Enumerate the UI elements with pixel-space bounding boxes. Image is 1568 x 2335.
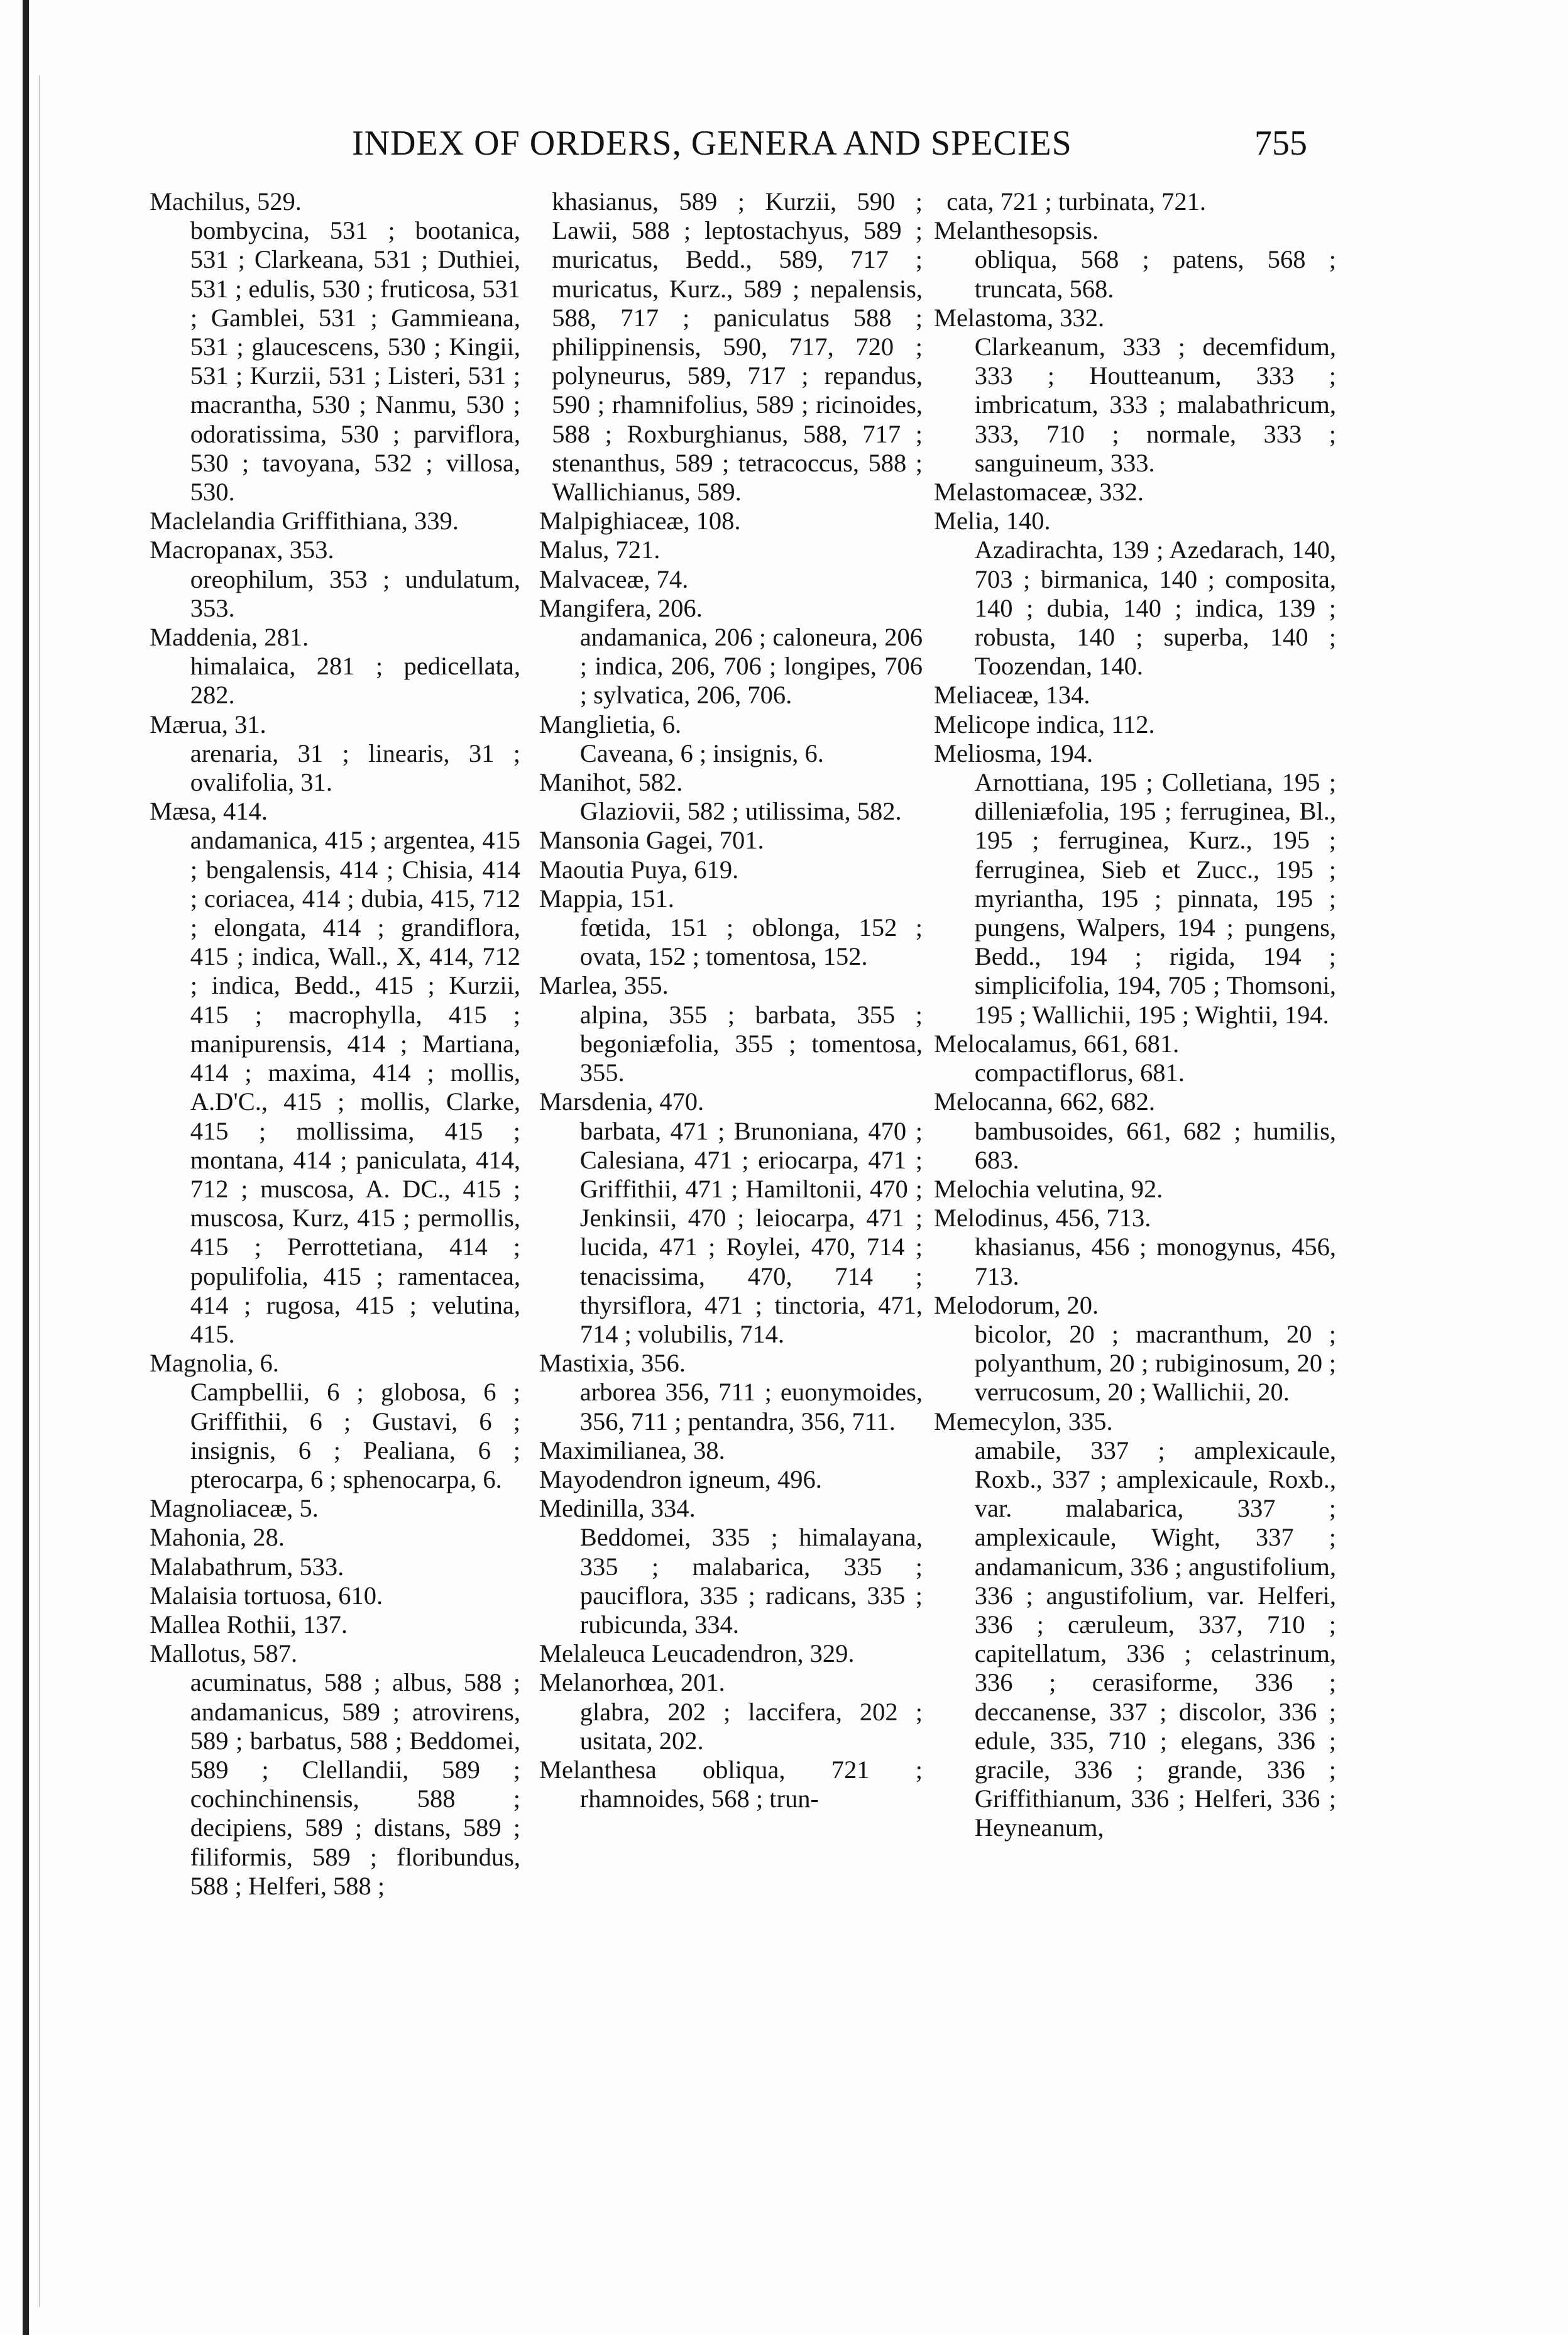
scan-shadow-line [39,75,40,2307]
page-number: 755 [1254,124,1307,163]
entry-heading: cata, 721 ; turbinata, 721. [946,187,1207,216]
entry-heading: Maoutia Puya, 619. [539,855,739,884]
index-entry [539,768,923,826]
index-entry [934,1204,1336,1291]
entry-heading: Melocalamus, 661, 681. [934,1029,1180,1058]
index-entry [150,710,520,798]
index-entry [150,1552,520,1581]
entry-heading: Malus, 721. [539,536,661,564]
index-entry [539,1668,923,1755]
entry-heading: Malabathrum, 533. [150,1552,344,1581]
index-entry [539,187,923,507]
entry-subentries: bicolor, 20 ; macranthum, 20 ; polyanthum, 20 ; rubiginosum, 20 ; verrucosum, 20 ; Wallichii, 20. [974,1319,1336,1407]
index-column-1 [150,187,520,2280]
index-entry [539,971,923,1087]
entry-subentries: oreophilum, 353 ; undulatum, 353. [190,564,520,622]
entry-subentries: arenaria, 31 ; linearis, 31 ; ovalifolia, 31. [190,739,520,797]
entry-subentries: alpina, 355 ; barbata, 355 ; begoniæfolia, 355 ; tomentosa, 355. [579,1000,923,1087]
entry-heading: Maddenia, 281. [150,623,309,652]
index-entry [934,739,1336,1030]
entry-subentries: andamanica, 206 ; caloneura, 206 ; indica, 206, 706 ; longipes, 706 ; sylvatica, 206, 706. [579,623,923,710]
index-entry [539,710,923,768]
index-column-2 [539,187,923,2280]
entry-heading: Mansonia Gagei, 701. [539,826,764,855]
entry-heading: Melia, 140. [934,507,1051,536]
entry-heading: Melaleuca Leucadendron, 329. [539,1639,855,1668]
entry-heading: Magnoliaceæ, 5. [150,1494,319,1523]
index-entry [150,507,520,536]
entry-heading: Meliaceæ, 134. [934,681,1090,710]
entry-subentries: Arnottiana, 195 ; Colletiana, 195 ; dilleniæfolia, 195 ; ferruginea, Bl., 195 ; ferruginea, Kurz., 195 ; ferruginea, Sieb et Zucc., 195 ; myriantha, 195 ; pinnata, 195 ; pungens, Walpers, 194 ; pungens, Bedd., 194 ; rigida, 194 ; simplicifolia, 194, 705 ; Thomsoni, 195 ; Wallichii, 195 ; Wightii, 194. [974,768,1336,1029]
entry-heading: Mallea Rothii, 137. [150,1610,348,1639]
index-entry [539,826,923,855]
entry-heading: Melastoma, 332. [934,303,1105,332]
index-entry [150,1349,520,1494]
page-header [145,123,1307,167]
entry-subentries: himalaica, 281 ; pedicellata, 282. [190,652,520,710]
index-entry [539,536,923,564]
index-entry [934,1030,1336,1087]
index-entry [539,1494,923,1639]
entry-heading: Magnolia, 6. [150,1349,279,1378]
index-entry [539,1349,923,1436]
index-entry [539,565,923,594]
entry-heading: Maximilianea, 38. [539,1436,725,1464]
index-entry [934,1175,1336,1204]
index-entry [539,507,923,536]
entry-heading: Melanthesa obliqua, 721 ; rhamnoides, 568 ; trun- [539,1755,923,1813]
index-entry [150,1581,520,1610]
entry-subentries: Campbellii, 6 ; globosa, 6 ; Griffithii, 6 ; Gustavi, 6 ; insignis, 6 ; Pealiana, 6 ; pterocarpa, 6 ; sphenocarpa, 6. [190,1378,520,1493]
entry-heading: Mastixia, 356. [539,1349,686,1378]
entry-subentries: Caveana, 6 ; insignis, 6. [579,739,824,767]
entry-heading: Melanorhœa, 201. [539,1668,725,1697]
entry-subentries: glabra, 202 ; laccifera, 202 ; usitata, 202. [579,1697,923,1755]
entry-heading: Mærua, 31. [150,710,266,739]
index-entry [539,855,923,884]
index-entry [934,304,1336,478]
index-entry [934,1087,1336,1175]
entry-subentries: bombycina, 531 ; bootanica, 531 ; Clarkeana, 531 ; Duthiei, 531 ; edulis, 530 ; fruticosa, 531 ; Gamblei, 531 ; Gammieana, 531 ; glaucescens, 530 ; Kingii, 531 ; Kurzii, 531 ; Listeri, 531 ; macrantha, 530 ; Nanmu, 530 ; odoratissima, 530 ; parviflora, 530 ; tavoyana, 532 ; villosa, 530. [190,216,520,507]
index-entry [150,1639,520,1901]
entry-heading: Mayodendron igneum, 496. [539,1464,822,1493]
entry-heading: Melanthesopsis. [934,216,1099,245]
index-entry [150,187,520,507]
entry-heading: Marsdenia, 470. [539,1087,705,1116]
index-entry [934,1291,1336,1407]
entry-subentries: Beddomei, 335 ; himalayana, 335 ; malabarica, 335 ; pauciflora, 335 ; radicans, 335 ; rubicunda, 334. [579,1523,923,1639]
entry-subentries: Clarkeanum, 333 ; decemfidum, 333 ; Houtteanum, 333 ; imbricatum, 333 ; malabathricum, 333, 710 ; normale, 333 ; sanguineum, 333. [974,332,1336,477]
index-entry [934,1407,1336,1843]
entry-heading: Manihot, 582. [539,768,683,797]
entry-subentries: barbata, 471 ; Brunoniana, 470 ; Calesiana, 471 ; eriocarpa, 471 ; Griffithii, 471 ; Hamiltonii, 470 ; Jenkinsii, 470 ; leiocarpa, 471 ; lucida, 471 ; Roylei, 470, 714 ; tenacissima, 470, 714 ; thyrsiflora, 471 ; tinctoria, 471, 714 ; volubilis, 714. [579,1116,923,1348]
entry-heading: Marlea, 355. [539,971,669,1000]
index-entry [934,681,1336,710]
entry-heading: Memecylon, 335. [934,1407,1113,1436]
entry-subentries: Azadirachta, 139 ; Azedarach, 140, 703 ; birmanica, 140 ; composita, 140 ; dubia, 140 ; indica, 139 ; robusta, 140 ; superba, 140 ; Toozendan, 140. [974,536,1336,681]
entry-subentries: khasianus, 456 ; monogynus, 456, 713. [974,1233,1336,1290]
entry-heading: Melicope indica, 112. [934,710,1155,739]
entry-subentries: arborea 356, 711 ; euonymoides, 356, 711 ; pentandra, 356, 711. [579,1378,923,1436]
entry-subentries: fœtida, 151 ; oblonga, 152 ; ovata, 152 ; tomentosa, 152. [579,913,923,971]
entry-heading: Mahonia, 28. [150,1523,285,1552]
entry-heading: Malpighiaceæ, 108. [539,507,741,536]
entry-subentries: bambusoides, 661, 682 ; humilis, 683. [974,1116,1336,1174]
index-entry [539,594,923,710]
index-entry [934,710,1336,739]
index-entry [150,536,520,623]
entry-heading: Manglietia, 6. [539,710,682,739]
entry-heading: Maclelandia Griffithiana, 339. [150,507,459,536]
index-entry [150,1610,520,1639]
entry-heading: Meliosma, 194. [934,739,1094,767]
index-entry [539,1755,923,1813]
entry-heading: khasianus, 589 ; Kurzii, 590 ; Lawii, 588 ; leptostachyus, 589 ; muricatus, Bedd., 589, 717 ; muricatus, Kurz., 589 ; nepalensis, 588, 717 ; paniculatus 588 ; philippinensis, 590, 717, 720 ; polyneurus, 589, 717 ; repandus, 590 ; rhamnifolius, 589 ; ricinoides, 588 ; Roxburghianus, 588, 717 ; stenanthus, 589 ; tetracoccus, 588 ; Wallichianus, 589. [552,187,923,507]
entry-heading: Mappia, 151. [539,884,674,913]
entry-heading: Malvaceæ, 74. [539,564,689,593]
entry-subentries: andamanica, 415 ; argentea, 415 ; bengalensis, 414 ; Chisia, 414 ; coriacea, 414 ; dubia, 415, 712 ; elongata, 414 ; grandiflora, 415 ; indica, Wall., X, 414, 712 ; indica, Bedd., 415 ; Kurzii, 415 ; macrophylla, 415 ; manipurensis, 414 ; Martiana, 414 ; maxima, 414 ; mollis, A.D'C., 415 ; mollis, Clarke, 415 ; mollissima, 415 ; montana, 414 ; paniculata, 414, 712 ; muscosa, A. DC., 415 ; muscosa, Kurz, 415 ; permollis, 415 ; Perrottetiana, 414 ; populifolia, 415 ; ramentacea, 414 ; rugosa, 415 ; velutina, 415. [190,826,520,1348]
index-entry [539,1639,923,1668]
entry-heading: Melodorum, 20. [934,1290,1099,1319]
entry-heading: Mæsa, 414. [150,797,268,826]
index-entry [539,1087,923,1349]
entry-heading: Malaisia tortuosa, 610. [150,1581,383,1610]
index-column-3 [934,187,1336,2280]
index-entry [150,623,520,710]
index-entry [934,478,1336,507]
index-entry [150,1494,520,1523]
index-entry [934,507,1336,681]
entry-subentries: compactiflorus, 681. [974,1058,1185,1087]
entry-subentries: obliqua, 568 ; patens, 568 ; truncata, 568. [974,245,1336,303]
entry-heading: Macropanax, 353. [150,536,334,564]
index-entry [934,187,1336,216]
entry-heading: Melastomaceæ, 332. [934,478,1144,507]
entry-heading: Melodinus, 456, 713. [934,1204,1151,1233]
entry-heading: Melocanna, 662, 682. [934,1087,1156,1116]
index-entry [539,884,923,972]
index-entry [539,1436,923,1465]
entry-heading: Melochia velutina, 92. [934,1174,1163,1203]
entry-heading: Mangifera, 206. [539,593,703,622]
index-entry [150,797,520,1349]
entry-subentries: amabile, 337 ; amplexicaule, Roxb., 337 ; amplexicaule, Roxb., var. malabarica, 337 ; amplexicaule, Wight, 337 ; andamanicum, 336 ; angustifolium, 336 ; angustifolium, var. Helferi, 336 ; cæruleum, 337, 710 ; capitellatum, 336 ; celastrinum, 336 ; cerasiforme, 336 ; deccanense, 337 ; discolor, 336 ; edule, 335, 710 ; elegans, 336 ; gracile, 336 ; grande, 336 ; Griffithianum, 336 ; Helferi, 336 ; Heyneanum, [974,1436,1336,1842]
entry-heading: Mallotus, 587. [150,1639,298,1668]
index-entry [934,216,1336,304]
entry-heading: Machilus, 529. [150,187,302,216]
index-entry [150,1523,520,1552]
entry-subentries: acuminatus, 588 ; albus, 588 ; andamanicus, 589 ; atrovirens, 589 ; barbatus, 588 ; Beddomei, 589 ; Clellandii, 589 ; cochinchinensis, 588 ; decipiens, 589 ; distans, 589 ; filiformis, 589 ; floribundus, 588 ; Helferi, 588 ; [190,1668,520,1900]
scan-binding-edge [23,0,29,2335]
running-title: INDEX OF ORDERS, GENERA AND SPECIES [352,124,1072,163]
entry-heading: Medinilla, 334. [539,1494,696,1523]
entry-subentries: Glaziovii, 582 ; utilissima, 582. [579,797,902,826]
index-entry [539,1465,923,1494]
